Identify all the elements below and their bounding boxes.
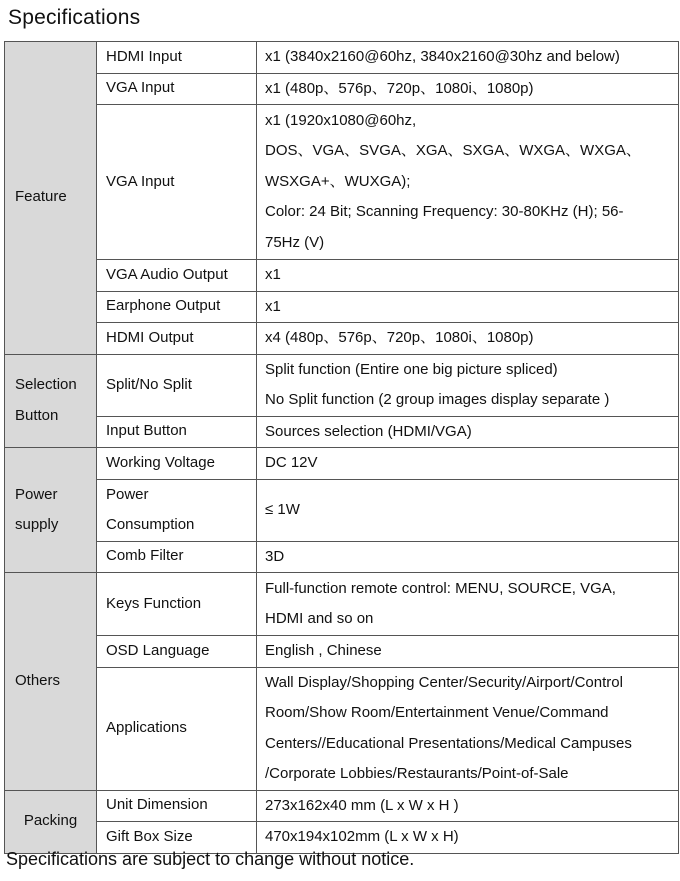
- spec-value: x4 (480p、576p、720p、1080i、1080p): [257, 323, 679, 355]
- spec-value: x1: [257, 291, 679, 323]
- spec-value: English , Chinese: [257, 636, 679, 668]
- spec-value: x1 (1920x1080@60hz, DOS、VGA、SVGA、XGA、SXGA、WXGA、WXGA、 WSXGA+、WUXGA); Color: 24 Bit; Scanning Frequency: 30-80KHz (H); 56- 75Hz (V): [257, 105, 679, 260]
- spec-label: HDMI Input: [97, 42, 257, 74]
- table-row: [5, 448, 679, 480]
- category-selection-button: Selection Button: [5, 354, 97, 448]
- table-row: [5, 573, 679, 636]
- category-packing: Packing: [5, 790, 97, 853]
- spec-value: Sources selection (HDMI/VGA): [257, 416, 679, 448]
- table-row: [5, 416, 679, 448]
- table-row: [5, 260, 679, 292]
- spec-label: OSD Language: [97, 636, 257, 668]
- spec-label: Earphone Output: [97, 291, 257, 323]
- spec-label: Gift Box Size: [97, 822, 257, 854]
- table-row: [5, 42, 679, 74]
- table-row: [5, 105, 679, 260]
- spec-label: Applications: [97, 667, 257, 790]
- category-feature: Feature: [5, 42, 97, 355]
- spec-value: Split function (Entire one big picture spliced) No Split function (2 group images display separate ): [257, 354, 679, 416]
- disclaimer-note: Specifications are subject to change without notice.: [6, 849, 415, 869]
- table-row: [5, 541, 679, 573]
- spec-label: Power Consumption: [97, 479, 257, 541]
- spec-value: x1: [257, 260, 679, 292]
- spec-label: VGA Audio Output: [97, 260, 257, 292]
- table-row: [5, 479, 679, 541]
- category-power-supply: Power supply: [5, 448, 97, 573]
- table-row: [5, 291, 679, 323]
- spec-label: Split/No Split: [97, 354, 257, 416]
- spec-label: Comb Filter: [97, 541, 257, 573]
- table-row: [5, 354, 679, 416]
- spec-value: ≤ 1W: [257, 479, 679, 541]
- table-row: [5, 323, 679, 355]
- spec-value: Wall Display/Shopping Center/Security/Airport/Control Room/Show Room/Entertainment Venue/Command Centers//Educational Presentations/Medical Campuses /Corporate Lobbies/Restaurants/Point-of-Sale: [257, 667, 679, 790]
- spec-value: Full-function remote control: MENU, SOURCE, VGA, HDMI and so on: [257, 573, 679, 636]
- table-row: [5, 636, 679, 668]
- spec-label: VGA Input: [97, 73, 257, 105]
- spec-label: Keys Function: [97, 573, 257, 636]
- spec-value: x1 (480p、576p、720p、1080i、1080p): [257, 73, 679, 105]
- table-row: [5, 73, 679, 105]
- page-title: Specifications: [8, 6, 141, 29]
- spec-value: 470x194x102mm (L x W x H): [257, 822, 679, 854]
- specifications-table: [4, 41, 679, 854]
- spec-label: HDMI Output: [97, 323, 257, 355]
- category-others: Others: [5, 573, 97, 791]
- spec-label: Working Voltage: [97, 448, 257, 480]
- spec-label: VGA Input: [97, 105, 257, 260]
- spec-value: DC 12V: [257, 448, 679, 480]
- spec-value: x1 (3840x2160@60hz, 3840x2160@30hz and below): [257, 42, 679, 74]
- spec-value: 3D: [257, 541, 679, 573]
- table-row: [5, 790, 679, 822]
- spec-label: Unit Dimension: [97, 790, 257, 822]
- spec-label: Input Button: [97, 416, 257, 448]
- table-row: [5, 667, 679, 790]
- spec-value: 273x162x40 mm (L x W x H ): [257, 790, 679, 822]
